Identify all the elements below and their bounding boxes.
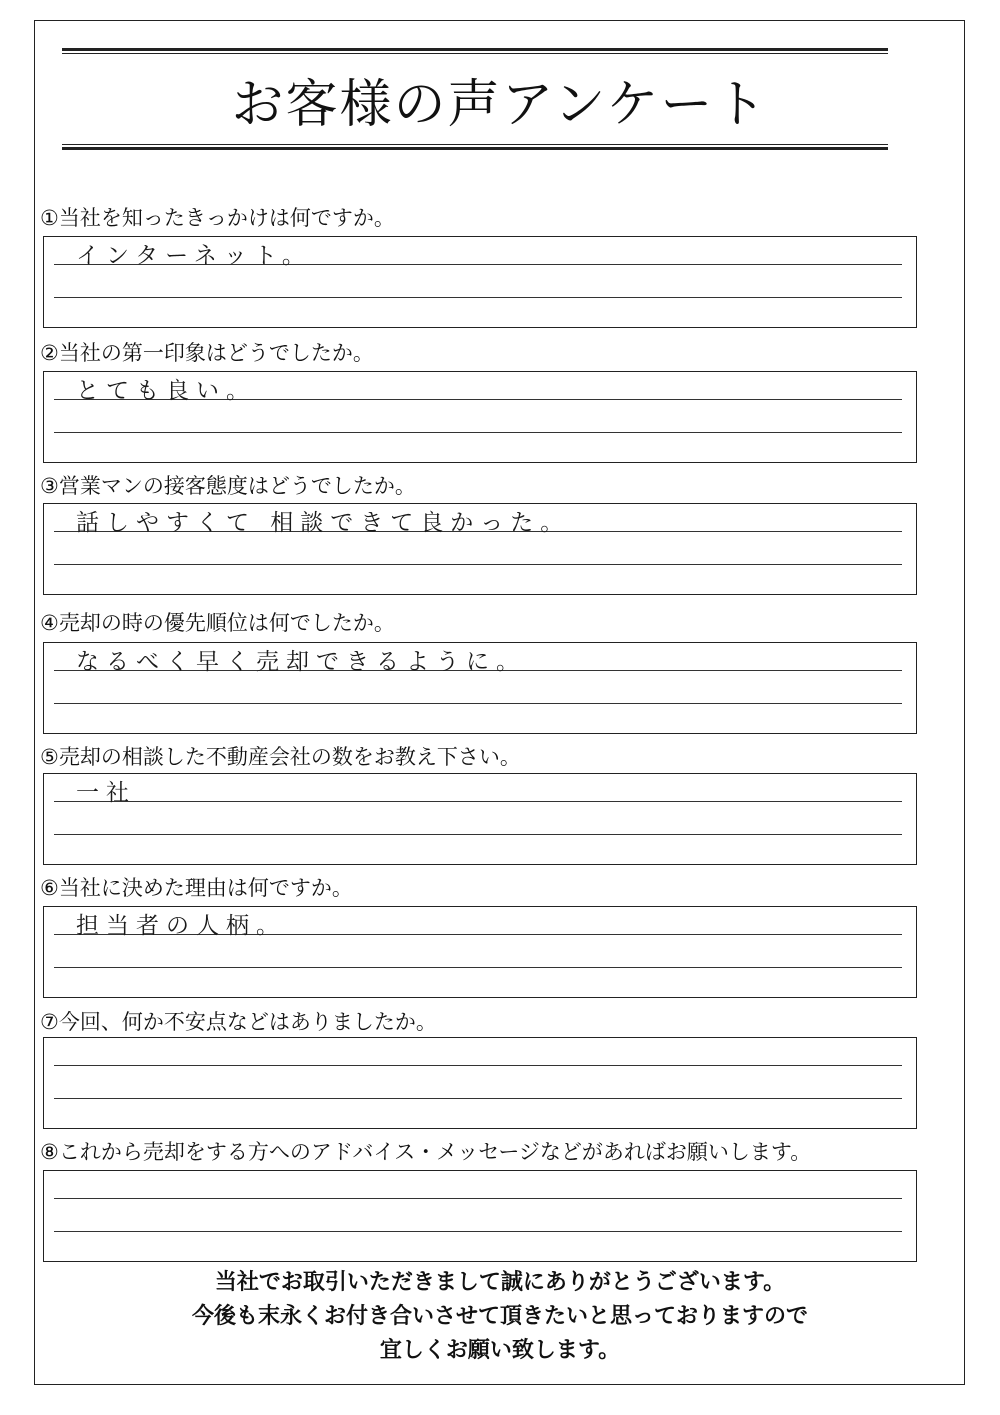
question-8-answer-box — [43, 1170, 917, 1262]
question-3-label: ③営業マンの接客態度はどうでしたか。 — [40, 474, 416, 498]
question-3-answer-box — [43, 503, 917, 595]
question-5-answer-box — [43, 773, 917, 865]
question-2-answer: とても良い。 — [76, 378, 256, 404]
closing-line-3: 宜しくお願い致します。 — [379, 1338, 621, 1363]
question-5-answer: 一社 — [76, 780, 136, 806]
question-1-answer: インターネット。 — [76, 243, 312, 269]
question-1-answer-box — [43, 236, 917, 328]
question-3-answer: 話しやすくて 相談できて良かった。 — [76, 510, 571, 536]
question-6-answer-box — [43, 906, 917, 998]
question-4-answer: なるべく早く売却できるように。 — [76, 649, 526, 675]
page-title: お客様の声アンケート — [231, 75, 769, 135]
question-2-label: ②当社の第一印象はどうでしたか。 — [40, 341, 374, 365]
question-6-answer: 担当者の人柄。 — [76, 913, 286, 939]
title-top-rule — [62, 48, 888, 54]
question-2-answer-box — [43, 371, 917, 463]
question-4-answer-box — [43, 642, 917, 734]
question-6-label: ⑥当社に決めた理由は何ですか。 — [40, 876, 353, 900]
question-8-label: ⑧これから売却をする方へのアドバイス・メッセージなどがあればお願いします。 — [40, 1140, 812, 1164]
closing-line-1: 当社でお取引いただきまして誠にありがとうございます。 — [214, 1270, 786, 1295]
question-4-label: ④売却の時の優先順位は何でしたか。 — [40, 611, 395, 635]
title-bottom-rule — [62, 144, 888, 150]
closing-line-2: 今後も末永くお付き合いさせて頂きたいと思っておりますので — [191, 1304, 808, 1329]
closing-message — [0, 1266, 1000, 1368]
question-5-label: ⑤売却の相談した不動産会社の数をお教え下さい。 — [40, 745, 521, 769]
question-7-answer-box — [43, 1037, 917, 1129]
question-7-label: ⑦今回、何か不安点などはありましたか。 — [40, 1010, 437, 1034]
question-1-label: ①当社を知ったきっかけは何ですか。 — [40, 206, 395, 230]
